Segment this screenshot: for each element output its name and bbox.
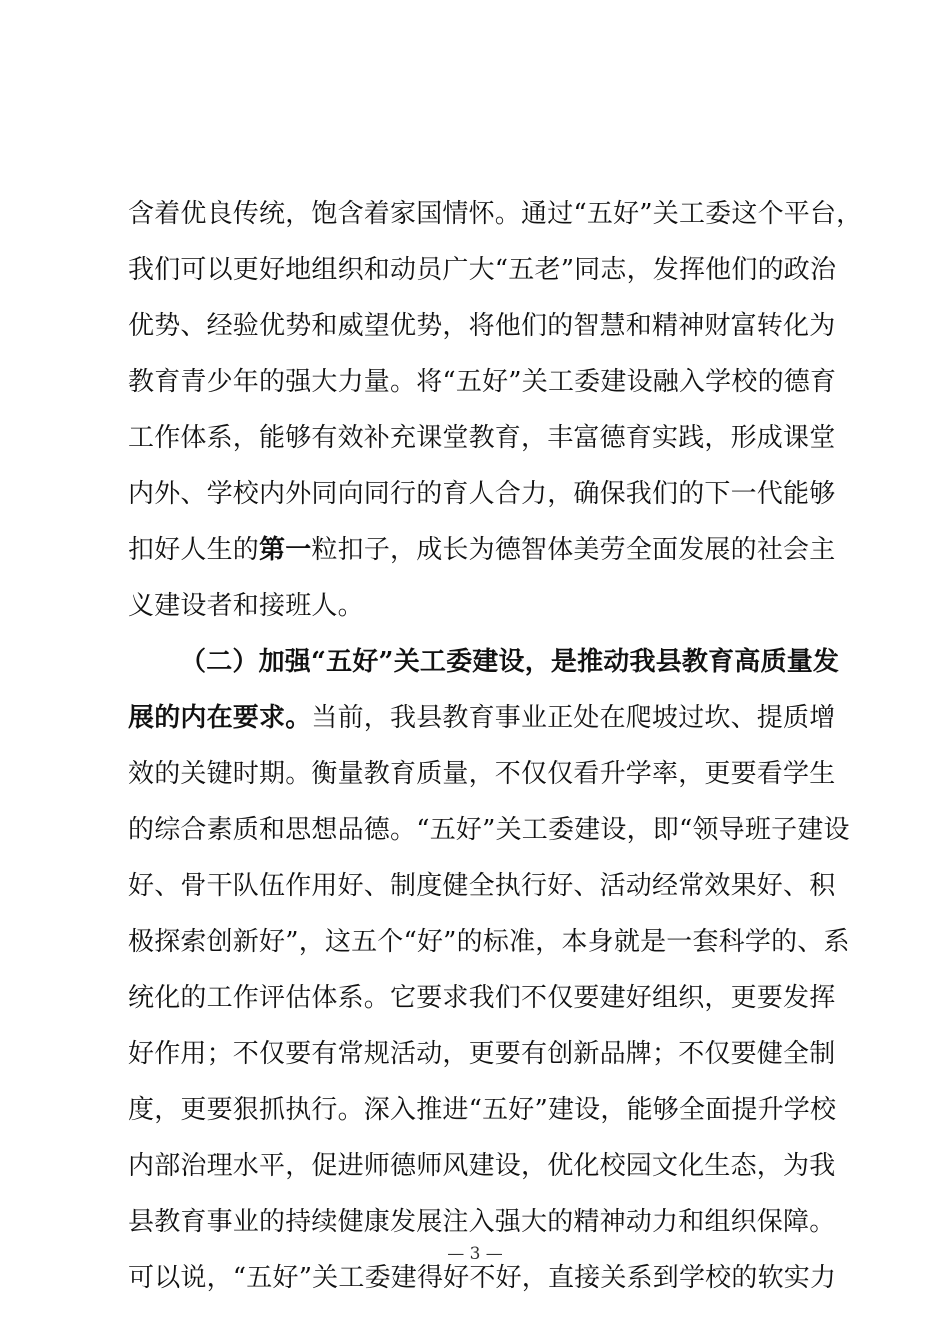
text-segment: 的综合素质和思想品德。“五好”关工委建设，即“领导班子建设	[128, 815, 850, 845]
text-segment: 粒扣子，成长为德智体美劳全面发展的社会主	[311, 535, 836, 565]
text-line	[128, 1138, 840, 1194]
text-line	[128, 1082, 840, 1138]
text-line	[128, 690, 840, 746]
text-segment: 我们可以更好地组织和动员广大“五老”同志，发挥他们的政治	[128, 255, 837, 285]
text-line	[128, 466, 840, 522]
text-segment: 好作用；不仅要有常规活动，更要有创新品牌；不仅要健全制	[128, 1039, 836, 1069]
bold-text-segment: 第一	[259, 535, 312, 565]
text-line	[128, 1194, 840, 1250]
text-segment: 好、骨干队伍作用好、制度健全执行好、活动经常效果好、积	[128, 871, 836, 901]
text-segment: 工作体系，能够有效补充课堂教育，丰富德育实践，形成课堂	[128, 423, 836, 453]
text-segment: 内外、学校内外同向同行的育人合力，确保我们的下一代能够	[128, 479, 836, 509]
text-segment: 可以说，“五好”关工委建得好不好，直接关系到学校的软实力	[128, 1263, 837, 1293]
text-segment: 优势、经验优势和威望优势，将他们的智慧和精神财富转化为	[128, 311, 836, 341]
text-line	[128, 1026, 840, 1082]
text-segment: 度，更要狠抓执行。深入推进“五好”建设，能够全面提升学校	[128, 1095, 837, 1125]
text-segment: 统化的工作评估体系。它要求我们不仅要建好组织，更要发挥	[128, 983, 836, 1013]
text-line	[128, 186, 863, 242]
text-line	[128, 858, 840, 914]
text-line	[128, 410, 840, 466]
text-segment: 扣好人生的	[128, 535, 260, 565]
text-segment: 教育青少年的强大力量。将“五好”关工委建设融入学校的德育	[128, 367, 837, 397]
text-segment: 内部治理水平，促进师德师风建设，优化校园文化生态，为我	[128, 1151, 836, 1181]
text-segment: 效的关键时期。衡量教育质量，不仅仅看升学率，更要看学生	[128, 759, 836, 789]
text-line	[128, 914, 850, 970]
text-line	[128, 746, 840, 802]
text-segment: 义建设者和接班人。	[128, 591, 364, 621]
text-line	[128, 354, 840, 410]
text-line	[128, 802, 850, 858]
text-line	[128, 634, 840, 690]
bold-text-segment: 展的内在要求。	[128, 703, 312, 733]
text-line	[128, 578, 840, 634]
text-line	[128, 242, 840, 298]
text-segment: 县教育事业的持续健康发展注入强大的精神动力和组织保障。	[128, 1207, 836, 1237]
text-segment: 当前，我县教育事业正处在爬坡过坎、提质增	[311, 703, 836, 733]
text-segment: 含着优良传统，饱含着家国情怀。通过“五好”关工委这个平台，	[128, 199, 863, 229]
body-text	[128, 186, 863, 1306]
bold-text-segment: （二）加强“五好”关工委建设，是推动我县教育高质量发	[180, 647, 840, 677]
text-line	[128, 970, 840, 1026]
page-number: — 3 —	[447, 1244, 503, 1264]
text-segment: 极探索创新好”，这五个“好”的标准，本身就是一套科学的、系	[128, 927, 850, 957]
text-line	[128, 522, 840, 578]
text-line	[128, 298, 840, 354]
